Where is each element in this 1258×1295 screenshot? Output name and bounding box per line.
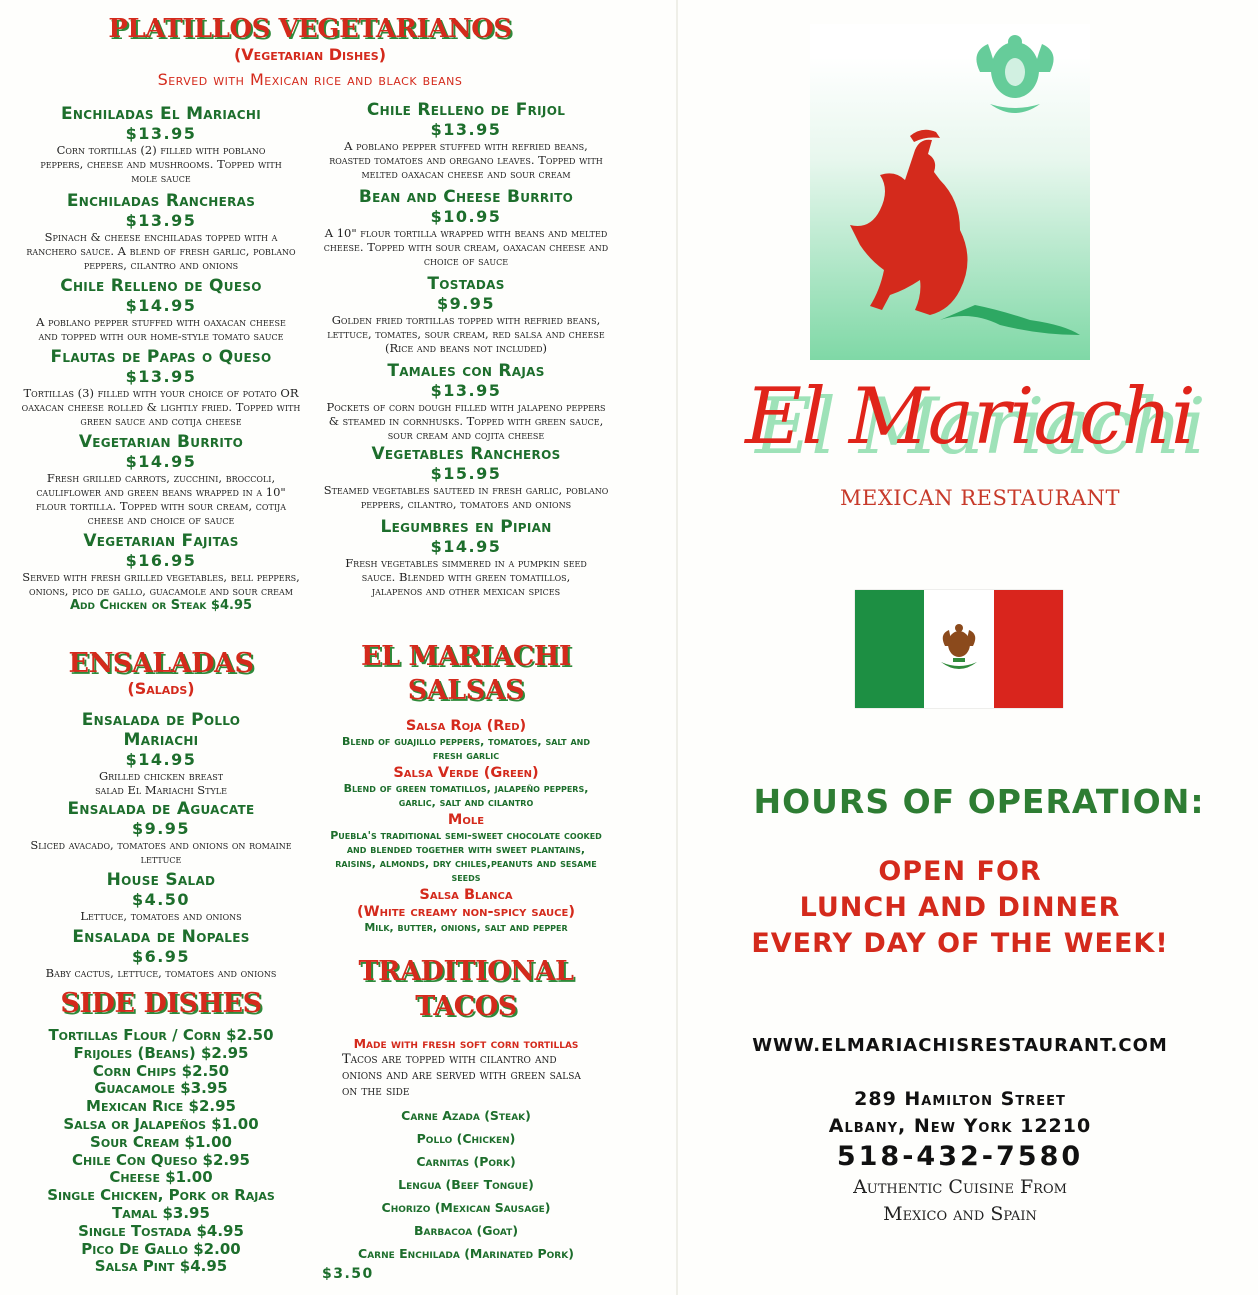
salsa-description: Blend of green tomatillos, jalapeño peppers, garlic, salt and cilantro xyxy=(343,782,589,809)
taco-item: Pollo (Chicken) xyxy=(416,1131,516,1146)
item-price: $13.95 xyxy=(125,367,197,386)
sides-title: SIDE DISHES xyxy=(60,988,262,1019)
salsas-title-line1: EL MARIACHI xyxy=(361,641,571,672)
cuisine-tagline: Mexico and Spain xyxy=(883,1203,1037,1225)
logo-tagline: MEXICAN RESTAURANT xyxy=(840,486,1120,510)
vegetarian-left-column xyxy=(20,104,302,614)
side-item: Guacamole $3.95 xyxy=(94,1079,228,1098)
menu-item xyxy=(322,274,610,355)
vegetarian-right-column xyxy=(322,100,610,598)
menu-item xyxy=(20,870,302,923)
address-city: Albany, New York 12210 xyxy=(828,1115,1092,1137)
menu-item xyxy=(20,927,302,980)
item-price: $14.95 xyxy=(430,537,502,556)
item-description: Grilled chicken breast salad El Mariachi Style xyxy=(95,769,227,797)
item-price: $13.95 xyxy=(125,211,197,230)
item-description: Tortillas (3) filled with your choice of potato OR oaxacan cheese rolled & lightly fried. Topped with green sauce and cotija cheese xyxy=(21,386,301,428)
phone-number[interactable]: 518-432-7580 xyxy=(836,1141,1084,1172)
item-price: $13.95 xyxy=(125,124,197,143)
eagle-emblem-icon xyxy=(960,32,1070,122)
salads-section xyxy=(20,648,302,980)
menu-item xyxy=(322,444,610,511)
item-price: $6.95 xyxy=(131,947,191,966)
item-name: Ensalada de Pollo Mariachi xyxy=(81,710,241,750)
logo-wordmark: El Mariachi xyxy=(745,372,1195,462)
taco-item: Chorizo (Mexican Sausage) xyxy=(381,1200,551,1215)
tacos-title-line2: TACOS xyxy=(415,991,517,1022)
salsa-name: (White creamy non-spicy sauce) xyxy=(357,904,575,920)
item-name: Vegetables Rancheros xyxy=(371,444,561,464)
item-price: $13.95 xyxy=(430,120,502,139)
taco-item: Lengua (Beef Tongue) xyxy=(398,1177,534,1192)
item-description: Lettuce, tomatoes and onions xyxy=(80,909,242,923)
menu-item xyxy=(20,432,302,527)
item-description: A poblano pepper stuffed with refried beans, roasted tomatoes and oregano leaves. Topped with melted oaxacan cheese and sour cream xyxy=(329,139,603,181)
flag-eagle-icon xyxy=(927,622,991,678)
item-name: Chile Relleno de Queso xyxy=(60,276,262,296)
hours-line: OPEN FOR xyxy=(878,856,1042,887)
hours-title: HOURS OF OPERATION: xyxy=(753,782,1205,821)
cover-art xyxy=(810,24,1090,360)
item-name: Chile Relleno de Frijol xyxy=(366,100,566,120)
item-name: Enchiladas Rancheras xyxy=(66,191,256,211)
item-name: Flautas de Papas o Queso xyxy=(50,347,272,367)
flag-green-band xyxy=(855,590,924,708)
vegetarian-title: PLATILLOS VEGETARIANOS xyxy=(108,14,512,44)
horseman-silhouette-icon xyxy=(810,120,1090,360)
item-description: Served with fresh grilled vegetables, bell peppers, onions, pico de gallo, guacamole and sour cream xyxy=(22,570,300,598)
item-name: Legumbres en Pipian xyxy=(380,517,552,537)
item-name: Ensalada de Aguacate xyxy=(67,799,255,819)
menu-item xyxy=(20,276,302,343)
item-price: $10.95 xyxy=(430,207,502,226)
menu-item xyxy=(20,104,302,185)
menu-item xyxy=(322,361,610,442)
side-item: Salsa or Jalapeños $1.00 xyxy=(63,1114,259,1133)
address-block xyxy=(700,1086,1220,1228)
hours-line: LUNCH AND DINNER xyxy=(799,892,1121,923)
addon-note: Add Chicken or Steak $4.95 xyxy=(69,598,253,613)
tacos-price: $3.50 xyxy=(322,1266,374,1282)
side-item: Single Chicken, Pork or Rajas xyxy=(47,1186,275,1205)
salsa-description: Blend of guajillo peppers, tomatoes, salt and fresh garlic xyxy=(342,735,590,762)
salsa-description: Milk, butter, onions, salt and pepper xyxy=(364,921,568,934)
item-description: Pockets of corn dough filled with jalapeno peppers & steamed in cornhusks. Topped with green sauce, sour cream and cojita cheese xyxy=(326,400,606,442)
side-item: Tortillas Flour / Corn $2.50 xyxy=(48,1026,274,1044)
panel-fold xyxy=(676,0,678,1295)
item-name: Tamales con Rajas xyxy=(387,361,545,381)
item-name: Enchiladas El Mariachi xyxy=(60,104,261,124)
side-item: Chile Con Queso $2.95 xyxy=(72,1150,250,1169)
menu-item xyxy=(20,531,302,598)
salsa-name: Mole xyxy=(447,812,485,828)
item-name: Vegetarian Burrito xyxy=(78,432,244,452)
side-item: Corn Chips $2.50 xyxy=(92,1061,230,1080)
side-item: Pico De Gallo $2.00 xyxy=(81,1239,241,1258)
item-description: A poblano pepper stuffed with oaxacan cheese and topped with our home-style tomato sauce xyxy=(36,315,286,343)
menu-item xyxy=(322,517,610,598)
item-description: Steamed vegetables sauteed in fresh garlic, poblano peppers, cilantro, tomatoes and onions xyxy=(323,483,609,511)
side-item: Single Tostada $4.95 xyxy=(78,1221,244,1240)
item-name: House Salad xyxy=(106,870,216,890)
menu-item xyxy=(20,799,302,866)
item-price: $14.95 xyxy=(125,452,197,471)
sides-section xyxy=(20,988,302,1276)
flag-red-band xyxy=(994,590,1063,708)
item-description: Corn tortillas (2) filled with poblano peppers, cheese and mushrooms. Topped with mole sauce xyxy=(40,143,282,185)
item-description: Sliced avacado, tomatoes and onions on romaine lettuce xyxy=(30,838,292,866)
menu-item xyxy=(322,100,610,181)
vegetarian-served-note: Served with Mexican rice and black beans xyxy=(157,70,463,89)
menu-item xyxy=(20,347,302,428)
cover-panel xyxy=(700,0,1258,1295)
mexican-flag xyxy=(855,590,1063,708)
salads-title: ENSALADAS xyxy=(68,648,254,679)
tacos-note: Made with fresh soft corn tortillas xyxy=(353,1036,579,1051)
salsas-title-line2: SALSAS xyxy=(407,675,525,706)
item-price: $14.95 xyxy=(125,296,197,315)
menu-item xyxy=(20,710,302,797)
item-description: Fresh vegetables simmered in a pumpkin seed sauce. Blended with green tomatillos, jalapenos and other mexican spices xyxy=(345,556,587,598)
item-name: Ensalada de Nopales xyxy=(72,927,250,947)
item-description: Baby cactus, lettuce, tomatoes and onions xyxy=(45,966,277,980)
cuisine-tagline: Authentic Cuisine From xyxy=(853,1176,1067,1198)
item-description: Spinach & cheese enchiladas topped with a ranchero sauce. A blend of fresh garlic, poblano peppers, cilantro and onions xyxy=(26,230,296,272)
menu-item xyxy=(322,187,610,268)
salsa-name: Salsa Verde (Green) xyxy=(393,765,539,781)
item-description: Golden fried tortillas topped with refried beans, lettuce, tomates, sour cream, red salsa and cheese (Rice and beans not included) xyxy=(327,313,605,355)
item-name: Tostadas xyxy=(427,274,505,294)
item-price: $9.95 xyxy=(436,294,496,313)
side-item: Mexican Rice $2.95 xyxy=(86,1097,236,1116)
tacos-title-line1: TRADITIONAL xyxy=(358,956,574,987)
item-price: $14.95 xyxy=(125,750,197,769)
tacos-description: Tacos are topped with cilantro and onions and are served with green salsa on the side xyxy=(342,1052,581,1099)
hours-block xyxy=(700,854,1220,962)
taco-item: Carnitas (Pork) xyxy=(416,1154,516,1169)
menu-item xyxy=(20,191,302,272)
item-price: $9.95 xyxy=(131,819,191,838)
website-link[interactable]: WWW.ELMARIACHISRESTAURANT.COM xyxy=(752,1035,1168,1056)
item-name: Bean and Cheese Burrito xyxy=(358,187,574,207)
side-item: Sour Cream $1.00 xyxy=(90,1132,232,1151)
item-description: Fresh grilled carrots, zucchini, broccoli, cauliflower and green beans wrapped in a 10" flour tortilla. Topped with sour cream, cotija cheese and choice of sauce xyxy=(36,471,286,527)
salsas-section xyxy=(322,640,610,935)
item-price: $15.95 xyxy=(430,464,502,483)
side-item: Frijoles (Beans) $2.95 xyxy=(73,1043,249,1062)
side-item: Tamal $3.95 xyxy=(112,1203,210,1222)
taco-item: Barbacoa (Goat) xyxy=(413,1223,519,1238)
item-name: Vegetarian Fajitas xyxy=(83,531,239,551)
tacos-section xyxy=(322,954,610,1284)
flag-white-band xyxy=(924,590,993,708)
salsa-name: Salsa Roja (Red) xyxy=(405,718,527,734)
hours-line: EVERY DAY OF THE WEEK! xyxy=(751,928,1169,959)
salsa-description: Puebla's traditional semi-sweet chocolate cooked and blended together with sweet plantains, raisins, almonds, dry chiles,peanuts and sesame seeds xyxy=(330,829,602,884)
salads-subtitle: (Salads) xyxy=(127,679,195,698)
salsa-name: Salsa Blanca xyxy=(419,887,513,903)
taco-item: Carne Azada (Steak) xyxy=(401,1108,531,1123)
side-item: Cheese $1.00 xyxy=(109,1168,213,1187)
item-price: $16.95 xyxy=(125,551,197,570)
taco-item: Carne Enchilada (Marinated Pork) xyxy=(358,1246,574,1261)
vegetarian-subtitle: (Vegetarian Dishes) xyxy=(233,45,387,64)
item-price: $4.50 xyxy=(131,890,191,909)
item-description: A 10" flour tortilla wrapped with beans and melted cheese. Topped with sour cream, oaxacan cheese and choice of sauce xyxy=(323,226,609,268)
item-price: $13.95 xyxy=(430,381,502,400)
address-street: 289 Hamilton Street xyxy=(854,1088,1066,1110)
side-item: Salsa Pint $4.95 xyxy=(94,1257,228,1276)
